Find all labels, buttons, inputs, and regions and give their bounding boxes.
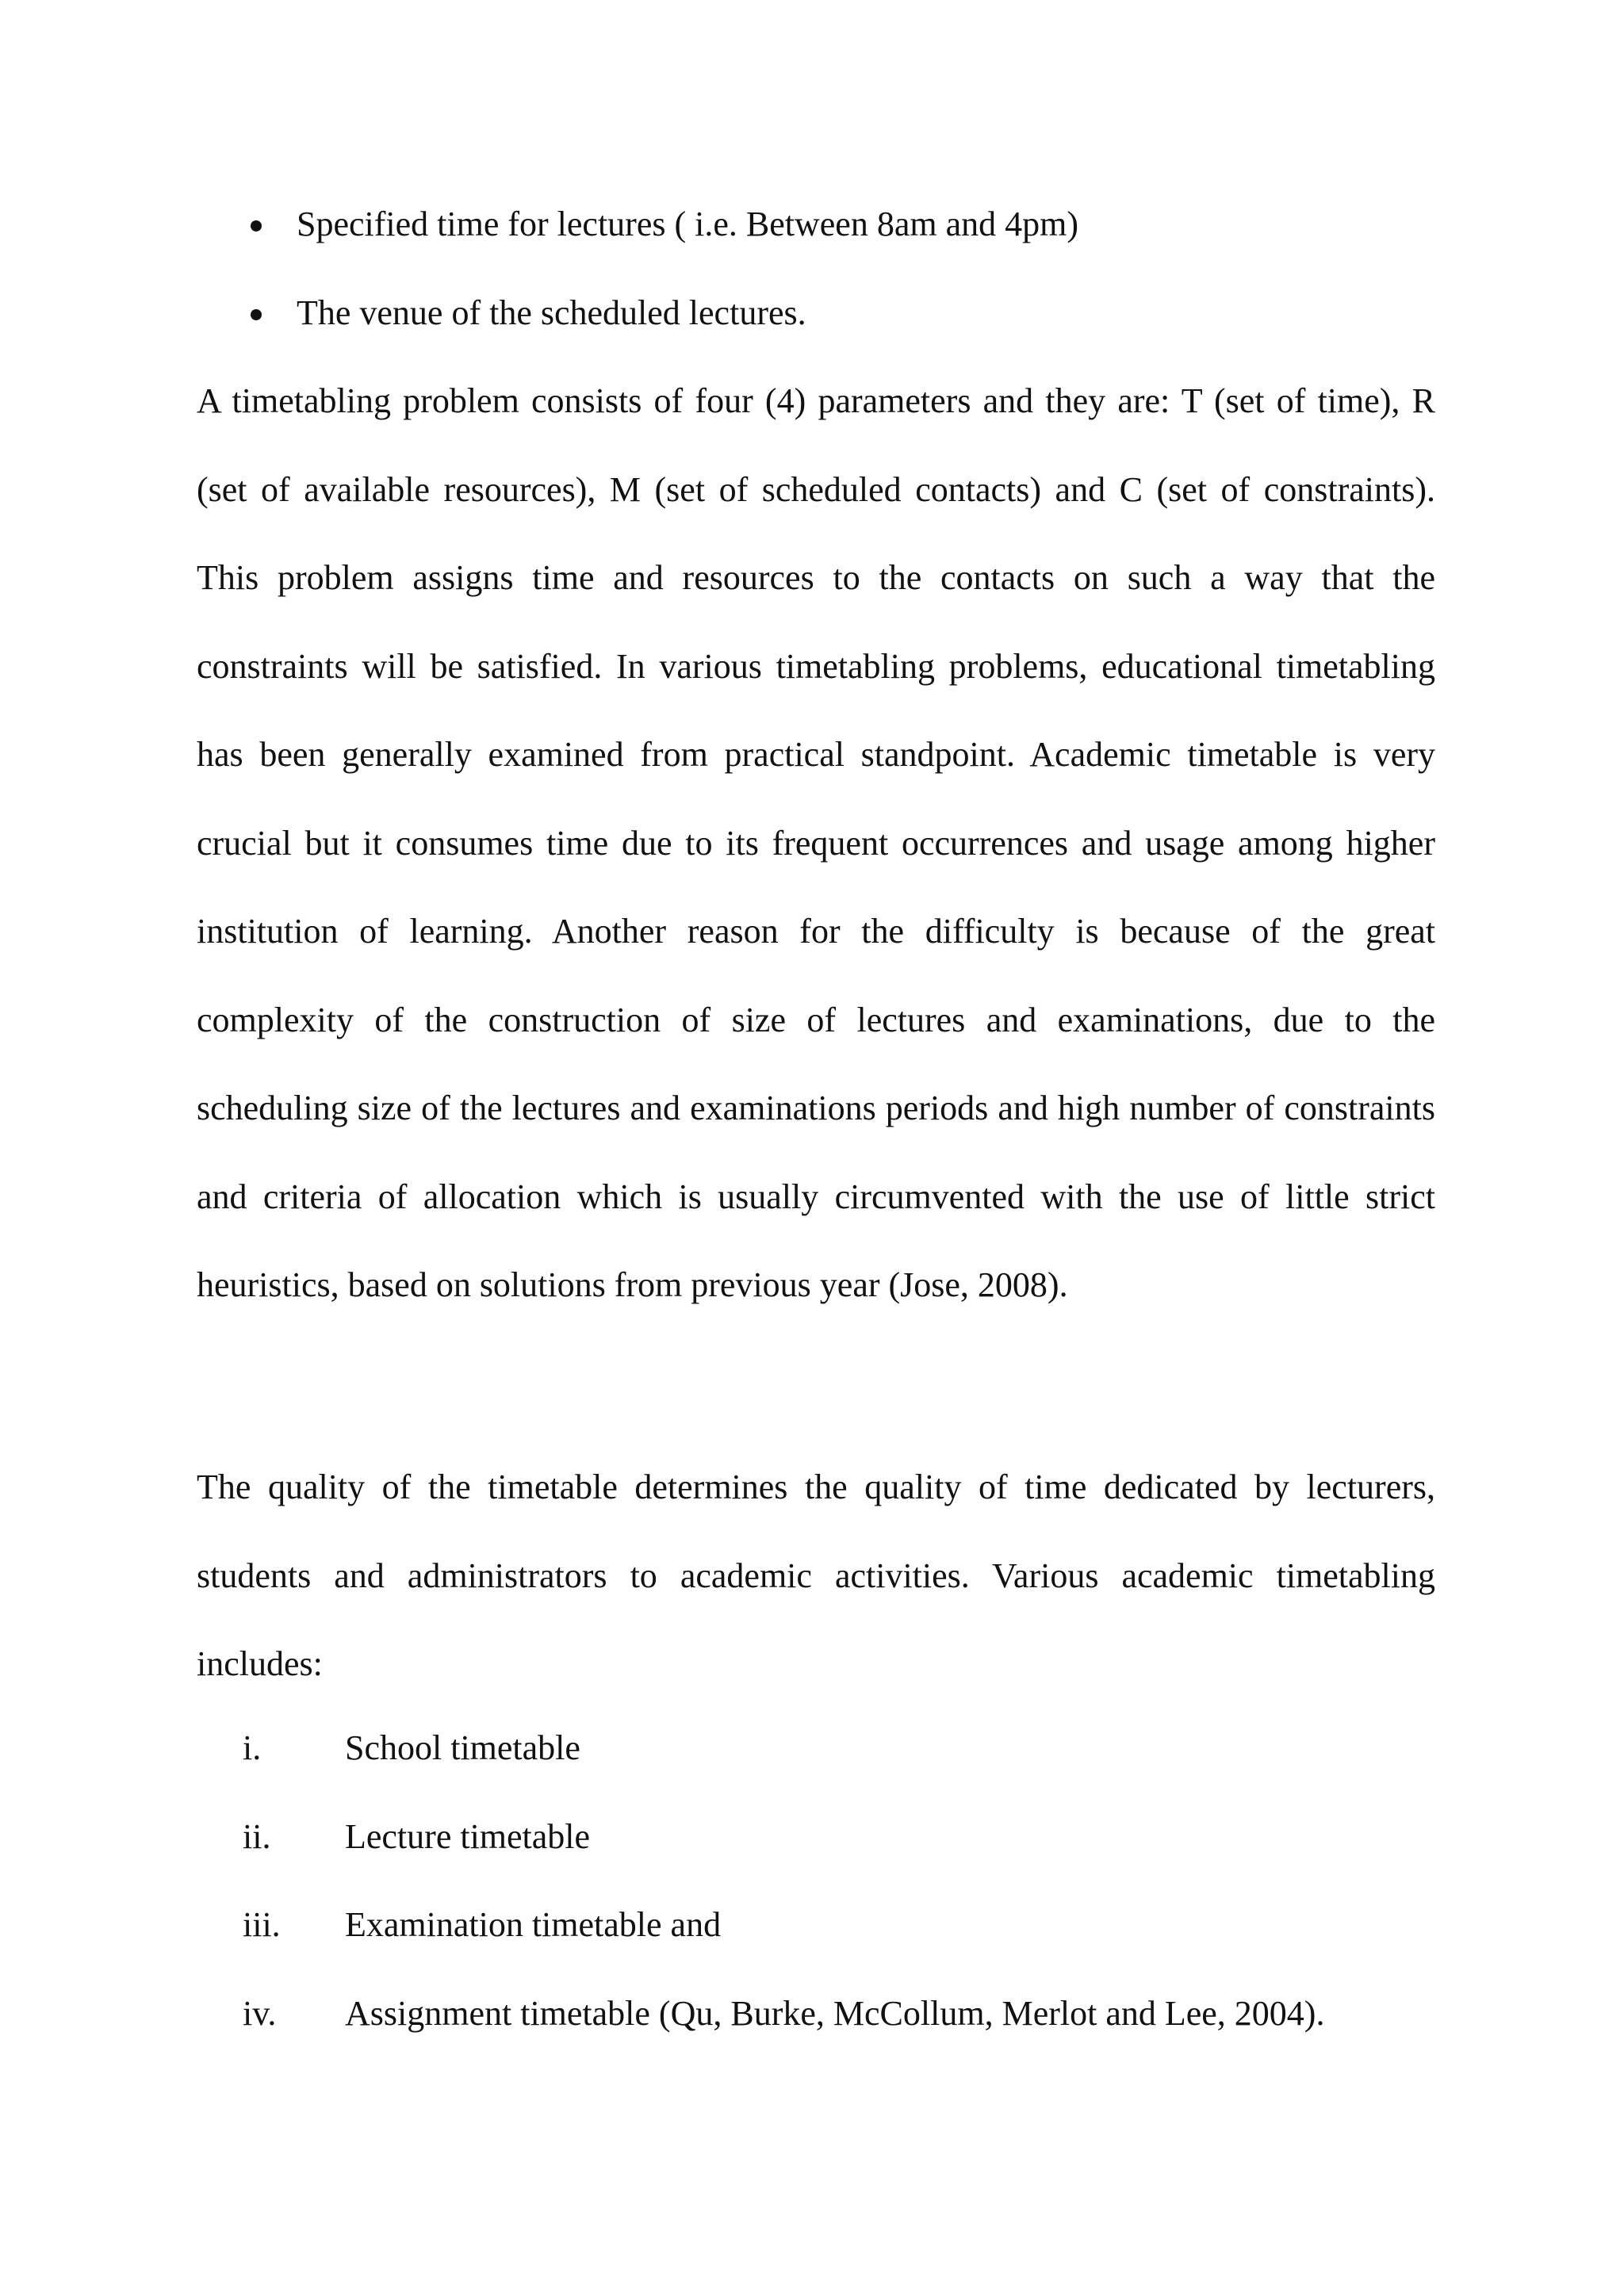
list-marker: iii. [243,1905,281,1944]
bullet-dot-icon [251,309,262,320]
paragraph-timetabling-problem: A timetabling problem consists of four (4) parameters and they are: T (set of time), R (set of available resources), M (set of scheduled contacts) and C (set of constraints). This problem assigns time and resources to the contacts on such a way that the constraints will be satisfied. In various timetabling problems, educational timetabling has been generally examined from practical standpoint. Academic timetable is very crucial but it consumes time due to its frequent occurrences and usage among higher institution of learning. Another reason for the difficulty is because of the great complexity of the construction of size of lectures and examinations, due to the scheduling size of the lectures and examinations periods and high number of constraints and criteria of allocation which is usually circumvented with the use of little strict heuristics, based on solutions from previous year (Jose, 2008). [197,381,1435,1304]
numbered-list-item [197,1809,1434,1898]
bullet-dot-icon [251,220,262,232]
list-marker: i. [243,1728,262,1767]
list-item-text: Assignment timetable (Qu, Burke, McCollum, Merlot and Lee, 2004). [345,1993,1325,2033]
list-item-text: School timetable [345,1728,580,1767]
numbered-list-item [197,1720,1434,1809]
bullet-text: The venue of the scheduled lectures. [297,293,806,332]
bullet-list [197,197,1434,374]
list-item-text: Examination timetable and [345,1905,722,1944]
bullet-text: Specified time for lectures ( i.e. Between 8am and 4pm) [297,205,1078,243]
list-marker: ii. [243,1816,271,1856]
numbered-list-item [197,1986,1434,2075]
numbered-list [197,1720,1434,2074]
list-item-text: Lecture timetable [345,1816,591,1856]
list-marker: iv. [243,1993,277,2033]
numbered-list-item [197,1897,1434,1986]
bullet-item [197,197,1434,285]
paragraph-timetable-quality: The quality of the timetable determines the quality of time dedicated by lecturers, students and administrators to academic activities. Various academic timetabling includes: [197,1468,1435,1683]
